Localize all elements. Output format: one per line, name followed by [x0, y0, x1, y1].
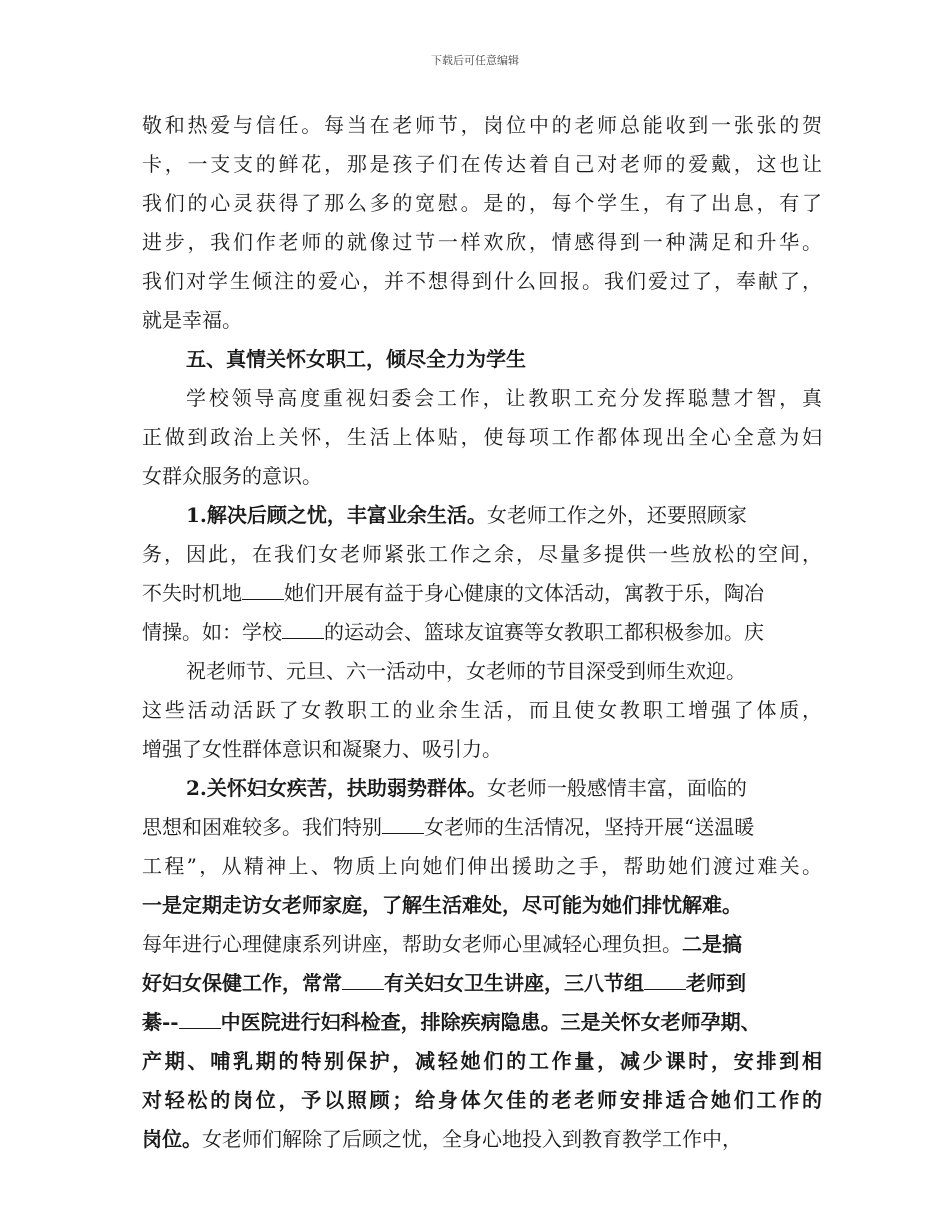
text-line: 女群众服务的意识。 [142, 464, 322, 488]
bold-span: 二是搞 [682, 932, 742, 956]
bold-span: 岗位。 [142, 1127, 202, 1151]
blank-underline [242, 581, 284, 600]
text-line [142, 1124, 822, 1154]
text-line: 学校领导高度重视妇委会工作，让教职工充分发挥聪慧才智，真 [186, 386, 822, 410]
text-line: 增强了女性群体意识和凝聚力、吸引力。 [142, 737, 502, 761]
page-header: 下载后可任意编辑 [431, 54, 519, 67]
blank-underline [382, 815, 424, 834]
text-span: 女老师一般感情丰富，面临的 [486, 776, 747, 800]
text-span: 她们开展有益于身心健康的文体活动，寓教于乐，陶冶 [284, 581, 764, 605]
text-line: 这些活动活跃了女教职工的业余生活，而且使女教职工增强了体质， [142, 698, 822, 722]
text-span: 每年进行心理健康系列讲座，帮助女老师心里减轻心理负担。 [142, 932, 682, 956]
text-line [186, 773, 822, 803]
bold-span: 有关妇女卫生讲座，三八节组 [384, 971, 644, 995]
text-line [142, 812, 822, 842]
text-line: 我们对学生倾注的爱心，并不想得到什么回报。我们爱过了，奉献了， [142, 269, 822, 293]
bold-span: 綦-- [142, 1010, 179, 1034]
text-line: 祝老师节、元旦、六一活动中，女老师的节目深受到师生欢迎。 [186, 659, 746, 683]
bold-text-line [142, 1007, 822, 1037]
blank-underline [282, 620, 324, 639]
text-span: 不失时机地 [142, 581, 242, 605]
text-line: 工程”，从精神上、物质上向她们伸出援助之手，帮助她们渡过难关。 [142, 854, 822, 878]
text-line: 卡，一支支的鲜花，那是孩子们在传达着自己对老师的爱戴，这也让 [142, 152, 822, 176]
text-line [142, 929, 822, 959]
text-span: 思想和困难较多。我们特别 [142, 815, 382, 839]
bold-text-line: 产期、哺乳期的特别保护，减轻她们的工作量，减少课时，安排到相 [142, 1049, 822, 1073]
bold-subheading: 1.解决后顾之忧，丰富业余生活。 [186, 503, 487, 527]
bold-text-line: 对轻松的岗位，予以照顾；给身体欠佳的老老师安排适合她们工作的 [142, 1088, 822, 1112]
text-line: 务，因此，在我们女老师紧张工作之余，尽量多提供一些放松的空间， [142, 542, 822, 566]
blank-underline [644, 971, 686, 990]
text-line [142, 578, 822, 608]
text-line: 就是幸福。 [142, 308, 242, 332]
text-line: 进步，我们作老师的就像过节一样欢欣，情感得到一种满足和升华。 [142, 230, 822, 254]
text-span: 情操。如：学校 [142, 620, 282, 644]
text-span: 女老师的生活情况，坚持开展“送温暖 [424, 815, 755, 839]
section-heading: 五、真情关怀女职工，倾尽全力为学生 [186, 347, 526, 371]
bold-span: 中医院进行妇科检查，排除疾病隐患。三是关怀女老师孕期、 [220, 1010, 761, 1034]
bold-text-line [142, 968, 822, 998]
bold-text-line: 一是定期走访女老师家庭，了解生活难处，尽可能为她们排忧解难。 [142, 893, 742, 917]
text-span: 女老师工作之外，还要照顾家 [486, 503, 747, 527]
text-line [142, 617, 822, 647]
text-span: 女老师们解除了后顾之忧，全身心地投入到教育教学工作中， [202, 1127, 742, 1151]
text-line: 正做到政治上关怀，生活上体贴，使每项工作都体现出全心全意为妇 [142, 425, 822, 449]
bold-subheading: 2.关怀妇女疾苦，扶助弱势群体。 [186, 776, 487, 800]
text-line [186, 500, 822, 530]
text-span: 的运动会、篮球友谊赛等女教职工都积极参加。庆 [324, 620, 764, 644]
bold-span: 好妇女保健工作，常常 [142, 971, 342, 995]
bold-span: 老师到 [686, 971, 746, 995]
text-line: 敬和热爱与信任。每当在老师节，岗位中的老师总能收到一张张的贺 [142, 113, 822, 137]
blank-underline [179, 1010, 221, 1029]
text-line: 我们的心灵获得了那么多的宽慰。是的，每个学生，有了出息，有了 [142, 191, 822, 215]
blank-underline [342, 971, 384, 990]
